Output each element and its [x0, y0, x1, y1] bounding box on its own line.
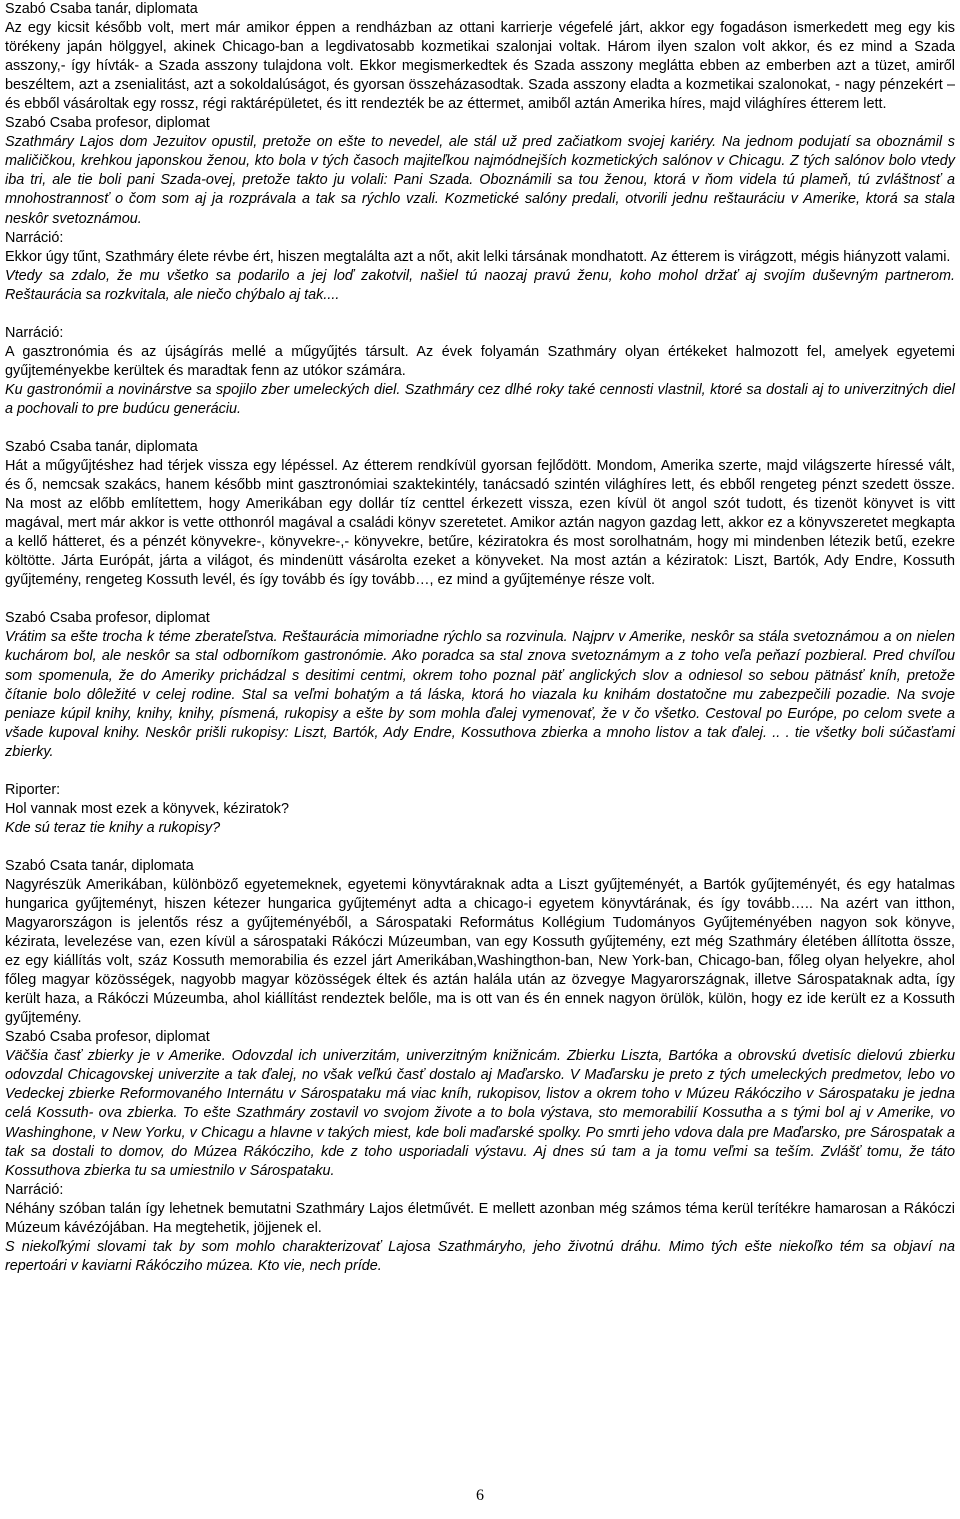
paragraph-spacer — [5, 590, 955, 609]
slovak-translation-text: Kde sú teraz tie knihy a rukopisy? — [5, 819, 221, 836]
transcript-paragraph — [5, 133, 955, 228]
transcript-paragraph — [5, 876, 955, 1028]
slovak-translation-text: Ku gastronómii a novinárstve sa spojilo zber umeleckých diel. Szathmáry cez dlhé roky také cennosti vlastnil, ktoré sa dostali aj to univerzitných diel a pochovali to pre budúcu generáciu. — [5, 381, 955, 417]
hungarian-text: Hol vannak most ezek a könyvek, kéziratok? — [5, 800, 289, 817]
slovak-translation-text: Väčšia časť zbierky je v Amerike. Odovzdal ich univerzitám, univerzitným knižnicám. Zbierku Liszta, Bartóka a obrovskú dvetisíc dielovú zbierku odovzdal Chicagovskej univerzite a tak ďalej, no však veľkú časť dostalo aj Maďarsko. V Maďarsku je preto z tých umeleckých predmetov, lebo vo Vedeckej zbierke Reformovaného Internátu v Sárospataku má viac kníh, rukopisov, listov a okrem toho v Múzeu Rákócziho v Sárospataku je jedna celá Kossuth- ova zbierka. To ešte Szathmáry zostavil vo svojom živote a to bola výstava, sto memorabilií Kossutha a s tými bol aj v Amerike, vo Washinghone, v New Yorku, v Chicagu a hlavne v takých miest, kde boli maďarské spolky. Po smrti jeho vdova dala pre Maďarsko, pre Sárospatak a tak sa dostali to domov, do Múzea Rákócziho, kde z toho usporiadali výstavu. Aj dnes sú tam a ja tomu veľmi sa teším. Zvlášť tomu, že táto Kossuthova zbierka tu sa umiestnilo v Sárospataku. — [5, 1048, 955, 1179]
transcript-paragraph — [5, 1047, 955, 1180]
transcript-paragraph — [5, 819, 955, 838]
speaker-label: Narráció: — [5, 1181, 64, 1198]
transcript-paragraph — [5, 248, 955, 267]
transcript-paragraph — [5, 628, 955, 761]
transcript-paragraph — [5, 19, 955, 114]
transcript-paragraph — [5, 800, 955, 819]
transcript-paragraph — [5, 457, 955, 590]
paragraph-spacer — [5, 838, 955, 857]
hungarian-text: Hát a műgyűjtéshez had térjek vissza egy lépéssel. Az étterem rendkívül gyorsan fejlődött. Mondom, Amerika szerte, majd világszerte híressé vált, és ő, nemcsak szakács, hanem később mint gasztronómiai szaktekintély, tanácsadó szintén világhíres lett, és ebből rengeteg pénzt szedett össze. Na most az előbb említettem, hogy Amerikában egy dollár tíz centtel érkezett vissza, ezen kívül öt angol szót tudott, és tizenöt könyvet is vitt magával, mert már akkor is vette otthonról magával a családi könyv szeretetet. Amikor aztán nagyon gazdag lett, akkor ez a könyvszeretet megkapta a kellő hátteret, és a pénzét könyvekre-, könyvekre-,- könyvekre, betűre, kéziratokra és most sorolhatnám, hogy mi mindenben létezik betű, ezekre költötte. Járta Európát, járta a világot, és mindenütt vásárolta ezeket a könyveket. Na most aztán a kéziratok: Liszt, Bartók, Ady Endre, Kossuth gyűjtemény, rengeteg Kossuth levél, és így tovább és így tovább…, ez mind a gyűjteménye része volt. — [5, 458, 955, 589]
transcript-paragraph — [5, 1238, 955, 1276]
slovak-translation-text: Vtedy sa zdalo, že mu všetko sa podarilo a jej loď zakotvil, našiel tú naozaj pravú ženu, koho mohol držať aj svojím duševným partnerom. Reštaurácia sa rozkvitala, ale niečo chýbalo aj tak.... — [5, 267, 955, 303]
paragraph-spacer — [5, 419, 955, 438]
speaker-label: Szabó Csaba tanár, diplomata — [5, 438, 198, 455]
transcript-paragraph — [5, 381, 955, 419]
hungarian-text: Ekkor úgy tűnt, Szathmáry élete révbe ért, hiszen megtalálta azt a nőt, akit lelki társának mondhatott. Az étterem is virágzott, mégis hiányzott valami. — [5, 248, 951, 265]
transcript-paragraph — [5, 267, 955, 305]
hungarian-text: Az egy kicsit később volt, mert már amikor éppen a rendházban az ottani karrierje végefelé járt, akkor egy fogadáson ismerkedett meg egy kis törékeny japán hölggyel, akinek Chicago-ban a legdivatosabb kozmetikai szalonjai voltak. Három ilyen szalon volt akkor, és ez mind a Szada asszony,- így hívták- a Szada asszony tulajdona volt. Ekkor megismerkedtek és Szada asszony meglátta ebben az emberben azt a tüzet, amiről beszéltem, azt a zsenialitást, azt a sokoldalúságot, és gyorsan összeházasodtak. Szada asszony eladta a kozmetikai szalonokat, - nagy pénzekért – és ebből vásároltak egy rossz, régi raktárépületet, és itt rendezték be az éttermet, amiből aztán Amerika híres, majd világhíres étterem lett. — [5, 20, 955, 113]
speaker-label: Szabó Csata tanár, diplomata — [5, 857, 194, 874]
speaker-label: Szabó Csaba profesor, diplomat — [5, 115, 210, 132]
slovak-translation-text: S niekoľkými slovami tak by som mohlo charakterizovať Lajosa Szathmáryho, jeho životnú dráhu. Mimo tých ešte niekoľko tém sa objaví na repertoári v kaviarni Rákócziho múzea. Kto vie, nech príde. — [5, 1238, 955, 1274]
speaker-label: Narráció: — [5, 324, 64, 341]
hungarian-text: Néhány szóban talán így lehetnek bemutatni Szathmáry Lajos életművét. E mellett azonban még számos téma kerül terítékre hamarosan a Rákóczi Múzeum kávézójában. Ha megtehetik, jöjjenek el. — [5, 1200, 955, 1236]
transcript-paragraph — [5, 343, 955, 381]
hungarian-text: Nagyrészük Amerikában, különböző egyetemeknek, egyetemi könyvtáraknak adta a Liszt gyűjteményét, a Bartók gyűjteményét, és egy hatalmas hungarica gyűjteményt, hiszen kétezer hungarica gyűjteményt adta a chicago-i egyetem könyvtárának, és így tovább….. Na azért van itthon, Magyarországon is jelentős rész a gyűjteményéből, a Sárospataki Református Kollégium Tudományos Gyűjteményében nagyon sok könyve, kézirata, levelezése van, ezen kívül a sárospataki Rákóczi Múzeumban, van egy Kossuth gyűjtemény, ezt még Szathmáry életében állította össze, ez egy kiállítás volt, száz Kossuth memorabilia és ezzel járt Amerikában,Washingthon-ban, New York-ban, Chicago-ban, főleg olyan helyekre, ahol főleg magyar közösségek, nagyobb magyar közösségek éltek és aztán halála után az özvegye Magyarországnak, illetve Sárospataknak adta, így került haza, a Rákóczi Múzeumba, ahol kiállítást rendeztek belőle, ma is ott van és én ennek nagyon örülök, külön, hogy ez ide került ez a Kossuth gyűjtemény. — [5, 876, 955, 1027]
document-page — [5, 0, 955, 1276]
paragraph-spacer — [5, 762, 955, 781]
paragraph-spacer — [5, 305, 955, 324]
slovak-translation-text: Szathmáry Lajos dom Jezuitov opustil, pretože on ešte to nevedel, ale stál už pred začiatkom svojej kariéry. Na jednom podujatí sa oboznámil s maličičkou, krehkou japonskou ženou, kto bola v tých časoch majiteľkou najmódnejších kozmetických salónov v Chicagu. Z tých salónov bolo vtedy iba tri, ale tie boli pani Szada-ovej, pretože takto ju volali: Pani Szada. Oboznámili sa tou ženou, ktorá v ňom videla tú plameň, tú zvláštnosť a mnohostrannosť o čom som aj ja rozprávala a tak sa rýchlo vzali. Kozmetické salóny predali, otvorili jednu reštauráciu v Amerike, ktorá sa stala neskôr svetoznámou. — [5, 134, 955, 227]
speaker-label: Riporter: — [5, 781, 61, 798]
speaker-label: Szabó Csaba profesor, diplomat — [5, 1029, 210, 1046]
transcript-paragraph — [5, 1200, 955, 1238]
speaker-label: Szabó Csaba profesor, diplomat — [5, 610, 210, 627]
speaker-label: Narráció: — [5, 229, 64, 246]
speaker-label: Szabó Csaba tanár, diplomata — [5, 1, 198, 17]
hungarian-text: A gasztronómia és az újságírás mellé a műgyűjtés társult. Az évek folyamán Szathmáry olyan értékeket halmozott fel, amelyek egyetemi gyűjteményekbe kerültek és maradtak fenn az utókor számára. — [5, 343, 955, 379]
page-number: 6 — [476, 1487, 484, 1504]
slovak-translation-text: Vrátim sa ešte trocha k téme zberateľstva. Reštaurácia mimoriadne rýchlo sa rozvinula. Najprv v Amerike, neskôr sa stála svetoznámou a on nielen kuchárom bol, ale neskôr sa stal odborníkom gastronómie. Ako poradca sa stal znova svetoznámym a z toho veľa peňazí pozbieral. Pred chvíľou som spomenula, že do Ameriky prichádzal s desitimi centmi, okrem toho poznal päť anglických slov a odniesol so sebou pätnásť kníh, pretože čítanie bolo dôležité v celej rodine. Stal sa veľmi bohatým a tá láska, ktorá ho viazala ku knihám dostatočne mu zabezpečili pozadie. Na svoje peniaze kúpil knihy, knihy, knihy, písmená, rukopisy a ešte by som mohla ďalej vymenovať, že v čo všetko. Cestoval po Európe, po celom svete a všade kupoval knihy. Neskôr prišli rukopisy: Liszt, Bartók, Ady Endre, Kossuthova zbierka a mnoho listov a tak ďalej. .. . tie všetky boli súčasťami zbierky. — [5, 629, 955, 760]
